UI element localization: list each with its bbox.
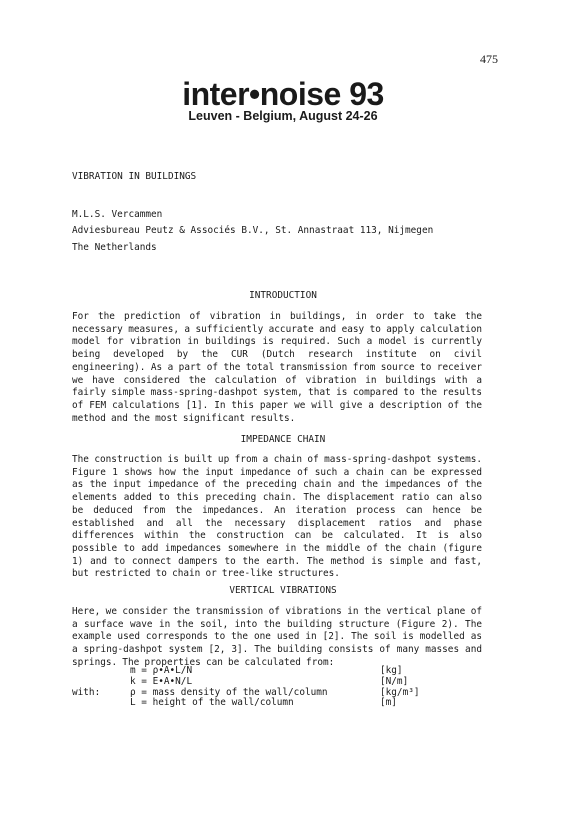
- introduction-paragraph: For the prediction of vibration in buildings, in order to take the necessary measures, a sufficiently accurate and easy to apply calculation model for vibration in buildings is required. Such a model is currently being developed by the CUR (Dutch research institute on civil engineering). As a part of the total transmission from source to receiver we have considered the calculation of vibration in buildings with a fairly simple mass-spring-dashpot system, that is compared to the results of FEM calculations [1]. In this paper we will give a description of the method and the most significant results.: [72, 311, 482, 424]
- formula-prefix: [72, 677, 130, 688]
- section-heading-vertical-vibrations: VERTICAL VIBRATIONS: [229, 585, 337, 596]
- country: The Netherlands: [72, 242, 157, 253]
- impedance-paragraph: The construction is built up from a chain of mass-spring-dashpot systems. Figure 1 shows how the input impedance of such a chain can be expressed as the input impedance of the preceding chain and the impedances of the elements added to this preceding chain. The displacement ratio can also be deduced from the impedances. An iteration process can hence be established and all the necessary displacement ratios and phase differences within the construction can be calculated. It is also possible to add impedances somewhere in the middle of the chain (figure 1) and to connect dampers to the earth. The method is simple and fast, but restricted to chain or tree-like structures.: [72, 454, 482, 580]
- formula-block: [72, 666, 420, 709]
- section-heading-impedance-chain: IMPEDANCE CHAIN: [240, 434, 326, 445]
- vertical-paragraph: Here, we consider the transmission of vibrations in the vertical plane of a surface wave in the soil, into the building structure (Figure 2). The example used corresponds to the one used in [2]. The soil is modelled as a spring-dashpot system [2, 3]. The building consists of many masses and springs. The properties can be calculated from:: [72, 606, 482, 668]
- formula-unit: [m]: [380, 697, 397, 709]
- conference-subtitle: Leuven - Belgium, August 24-26: [188, 109, 378, 123]
- formula-unit: [kg]: [380, 665, 403, 676]
- formula-prefix: with:: [72, 686, 101, 698]
- formula-row: [72, 698, 420, 709]
- formula-prefix: [72, 666, 130, 677]
- section-heading-introduction: INTRODUCTION: [249, 290, 317, 301]
- formula-unit: [kg/m³]: [380, 686, 420, 698]
- formula-expression: ρ = mass density of the wall/column: [130, 686, 328, 698]
- formula-row: [72, 666, 420, 677]
- formula-expression: k = E•A•N/L: [130, 675, 193, 687]
- conference-logo-title: inter•noise 93: [182, 76, 384, 112]
- formula-unit: [N/m]: [380, 675, 409, 687]
- formula-expression: m = ρ•A•L/N: [130, 665, 193, 676]
- affiliation: Adviesbureau Peutz & Associés B.V., St. Annastraat 113, Nijmegen: [72, 225, 434, 236]
- formula-prefix: [72, 698, 130, 709]
- formula-expression: L = height of the wall/column: [130, 697, 294, 709]
- page-number: 475: [480, 52, 498, 66]
- formula-row: [72, 677, 420, 688]
- paper-title: VIBRATION IN BUILDINGS: [72, 171, 197, 182]
- author: M.L.S. Vercammen: [72, 209, 163, 220]
